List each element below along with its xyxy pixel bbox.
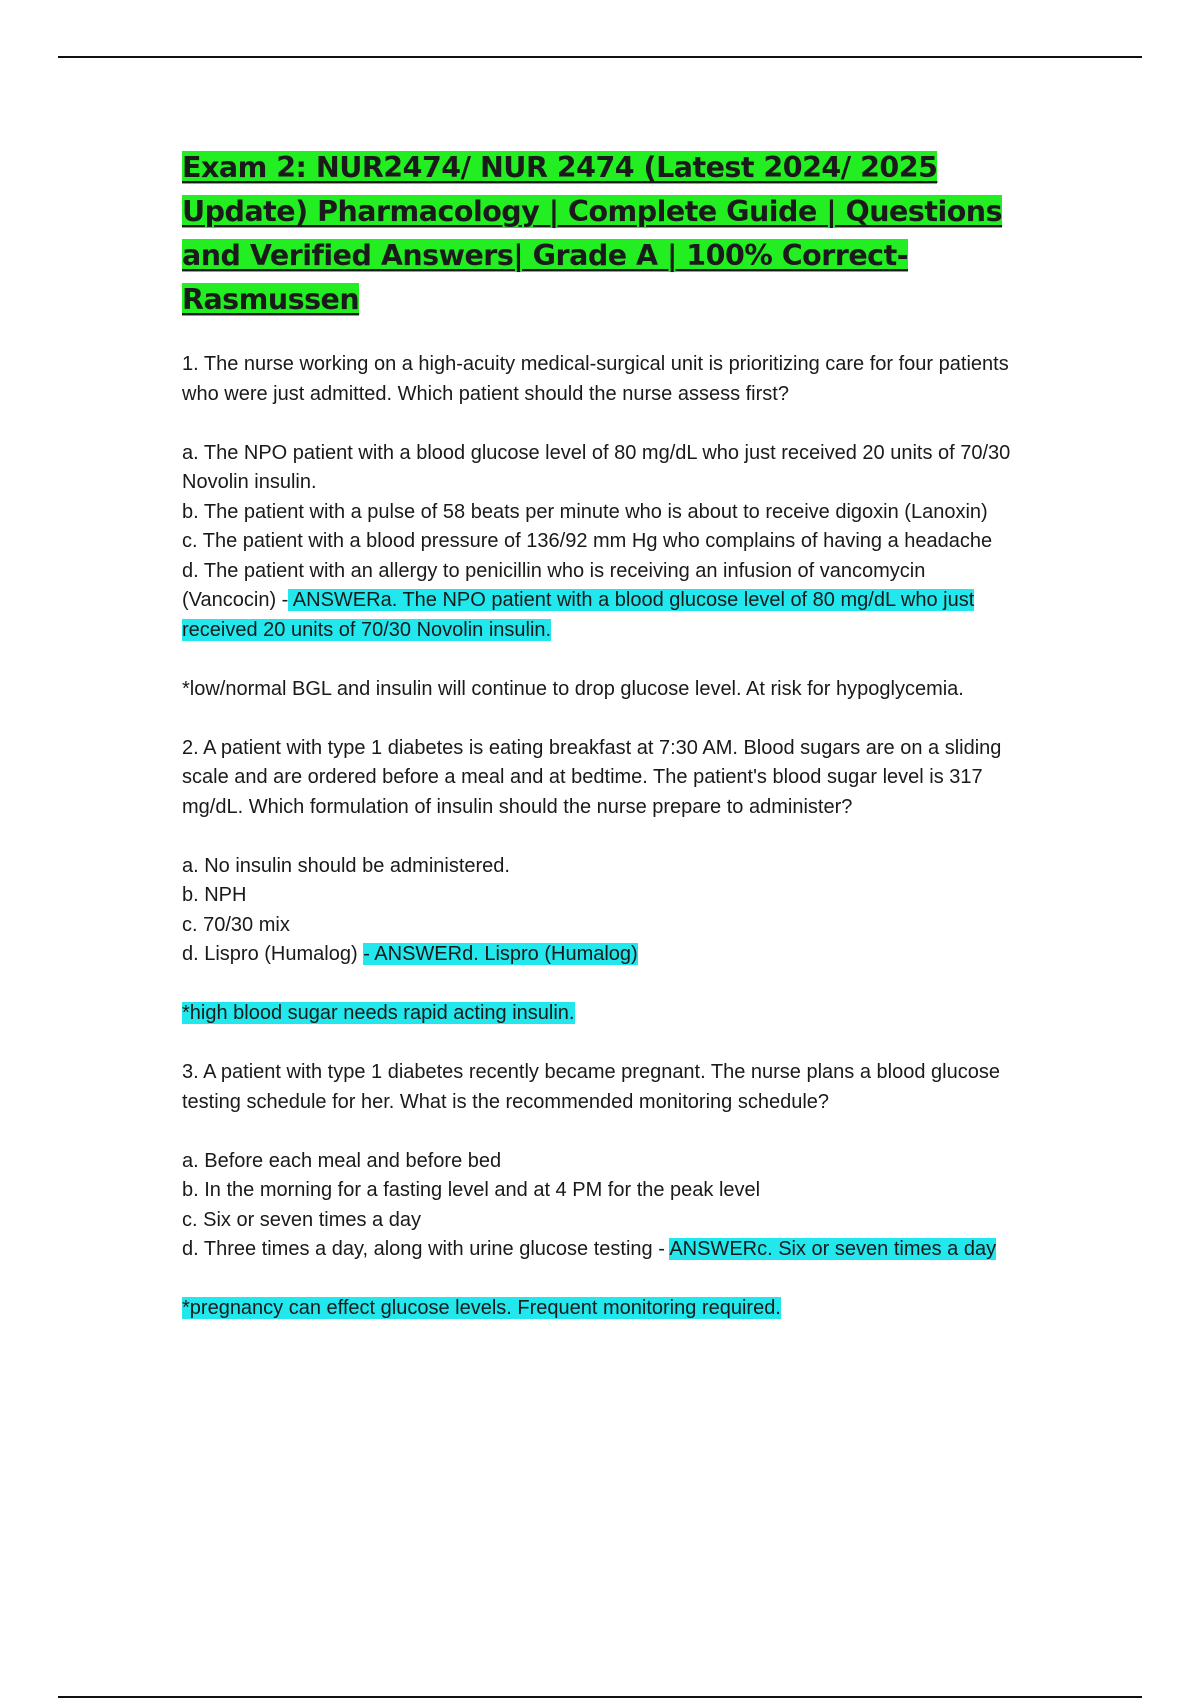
question-1-option-d-text: d. The patient with an allergy to penicillin who is receiving an infusion of vancomycin (Vancocin) - [182, 559, 926, 611]
page-bottom-rule [58, 1696, 1142, 1698]
question-3-option-d [182, 1235, 1022, 1265]
question-2-option-d [182, 940, 1022, 970]
question-2-option-c: c. 70/30 mix [182, 913, 290, 936]
question-3-option-b: b. In the morning for a fasting level and at 4 PM for the peak level [182, 1179, 761, 1201]
question-3-answer: ANSWERc. Six or seven times a day [669, 1238, 997, 1260]
document-body [182, 146, 1022, 1324]
question-2-option-d-text: d. Lispro (Humalog) [182, 943, 364, 965]
question-2-rationale-text: *high blood sugar needs rapid acting insulin. [182, 1002, 575, 1024]
document-title-text: Exam 2: NUR2474/ NUR 2474 (Latest 2024/ 2025 Update) Pharmacology | Complete Guide | Questions and Verified Answers| Grade A | 100% Correct- Rasmussen [182, 151, 1003, 316]
question-2-answer: - ANSWERd. Lispro (Humalog) [363, 943, 638, 965]
question-1-option-a: a. The NPO patient with a blood glucose level of 80 mg/dL who just received 20 units of 70/30 Novolin insulin. [182, 441, 1011, 493]
question-3-option-d-text: d. Three times a day, along with urine glucose testing - [182, 1238, 670, 1260]
question-3-rationale-text: *pregnancy can effect glucose levels. Frequent monitoring required. [182, 1297, 781, 1319]
question-1-text: 1. The nurse working on a high-acuity medical-surgical unit is prioritizing care for four patients who were just admitted. Which patient should the nurse assess first? [182, 353, 1009, 405]
question-2-text: 2. A patient with type 1 diabetes is eating breakfast at 7:30 AM. Blood sugars are on a sliding scale and are ordered before a meal and at bedtime. The patient's blood sugar level is 317 mg/dL. Which formulation of insulin should the nurse prepare to administer? [182, 736, 1002, 818]
question-1-option-d [182, 557, 1022, 646]
question-1-answer: ANSWERa. The NPO patient with a blood glucose level of 80 mg/dL who just received 20 units of 70/30 Novolin insulin. [182, 589, 975, 641]
question-3-option-a: a. Before each meal and before bed [182, 1149, 502, 1172]
question-3-option-c: c. Six or seven times a day [182, 1208, 421, 1231]
question-1-option-b: b. The patient with a pulse of 58 beats per minute who is about to receive digoxin (Lanoxin) [182, 500, 988, 523]
question-1-rationale: *low/normal BGL and insulin will continue to drop glucose level. At risk for hypoglycemia. [182, 677, 964, 700]
document-title [182, 146, 1022, 322]
question-3-rationale [182, 1294, 1022, 1324]
page-top-rule [58, 56, 1142, 58]
question-2-rationale [182, 999, 1022, 1029]
question-3-text: 3. A patient with type 1 diabetes recently became pregnant. The nurse plans a blood glucose testing schedule for her. What is the recommended monitoring schedule? [182, 1061, 1000, 1113]
question-1-option-c: c. The patient with a blood pressure of 136/92 mm Hg who complains of having a headache [182, 530, 993, 552]
question-2-option-a: a. No insulin should be administered. [182, 854, 510, 877]
question-2-option-b: b. NPH [182, 884, 247, 906]
